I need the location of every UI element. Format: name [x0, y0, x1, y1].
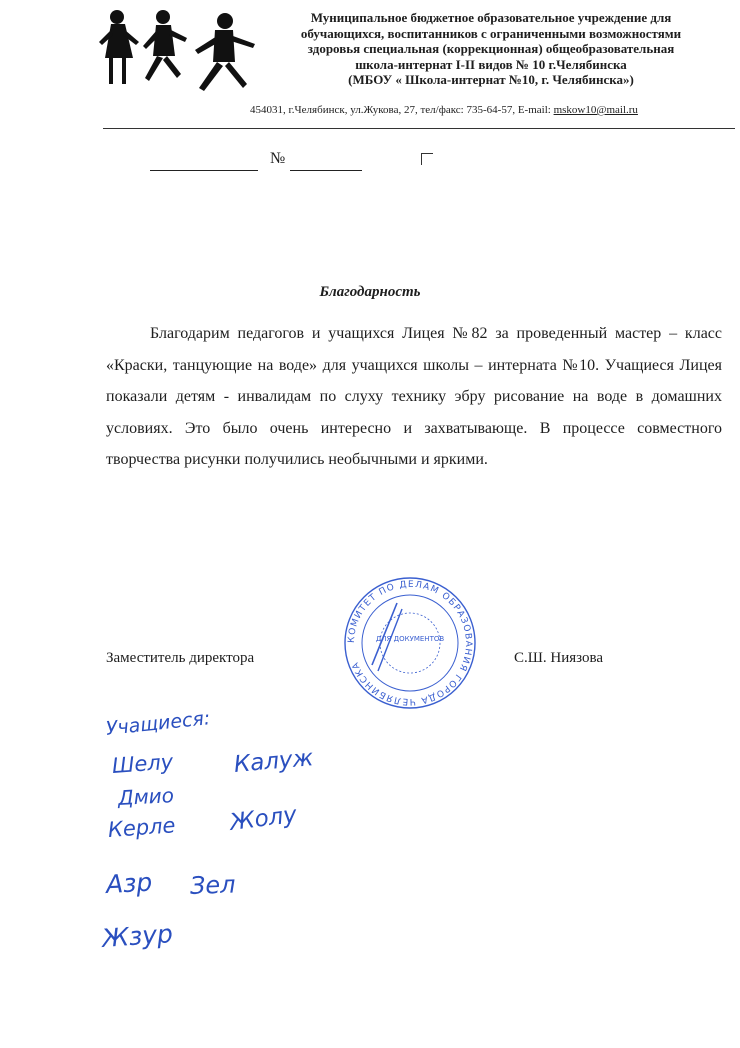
org-line: (МБОУ « Школа-интернат №10, г. Челябинска») — [348, 72, 634, 87]
org-line: здоровья специальная (коррекционная) общеобразовательная — [307, 41, 675, 56]
handwritten-signature: Зел — [189, 870, 236, 900]
registration-number-blank — [290, 156, 362, 171]
stamp-center-text: ДЛЯ ДОКУМЕНТОВ — [375, 635, 445, 643]
student-signatures — [90, 707, 390, 990]
handwritten-signature: Жолу — [228, 801, 299, 836]
contact-address — [250, 104, 638, 116]
header-divider — [103, 128, 735, 129]
org-line: школа-интернат I-II видов № 10 г.Челябинска — [355, 56, 627, 72]
running-children-logo — [95, 8, 263, 94]
address-text: 454031, г.Челябинск, ул.Жукова, 27, тел/факс: 735-64-57, E-mail: — [250, 104, 554, 116]
registration-number-sign: № — [270, 150, 286, 167]
corner-mark — [421, 153, 433, 165]
stamp-outer-text: КОМИТЕТ ПО ДЕЛАМ ОБРАЗОВАНИЯ ГОРОДА ЧЕЛЯБИНСКА — [346, 579, 474, 707]
signatory-name: С.Ш. Ниязова — [514, 650, 604, 666]
email-link[interactable]: mskow10@mail.ru — [553, 104, 638, 116]
signatory-role: Заместитель директора — [106, 650, 255, 666]
handwritten-signature: Азр — [105, 867, 153, 899]
registration-date-blank — [150, 156, 258, 171]
letter-body: Благодарим педагогов и учащихся Лицея №82 за проведенный мастер – класс «Краски, танцующие на воде» для учащихся школы – интерната №10. Учащиеся Лицея показали детям - инвалидам по слуху технику эбру рисование на воде в домашних условиях. Это было очень интересно и захватывающе. В процессе совместного творчества рисунки получились необычными и яркими. — [106, 325, 722, 468]
organization-header — [268, 10, 714, 88]
handwritten-signature: Шелу — [111, 749, 174, 778]
letter-title: Благодарность — [319, 284, 421, 300]
handwritten-signature: Калуж — [232, 745, 315, 778]
official-stamp — [342, 575, 478, 711]
org-line: Муниципальное бюджетное образовательное учреждение для — [310, 10, 672, 25]
handwritten-signature: Керле — [107, 813, 177, 842]
org-line: обучающихся, воспитанников с ограниченными возможностями — [300, 25, 682, 41]
handwritten-signature: Жзур — [100, 919, 174, 953]
handwritten-signature: Дмио — [117, 783, 175, 810]
handwritten-heading: Учащиеся: — [104, 707, 212, 740]
